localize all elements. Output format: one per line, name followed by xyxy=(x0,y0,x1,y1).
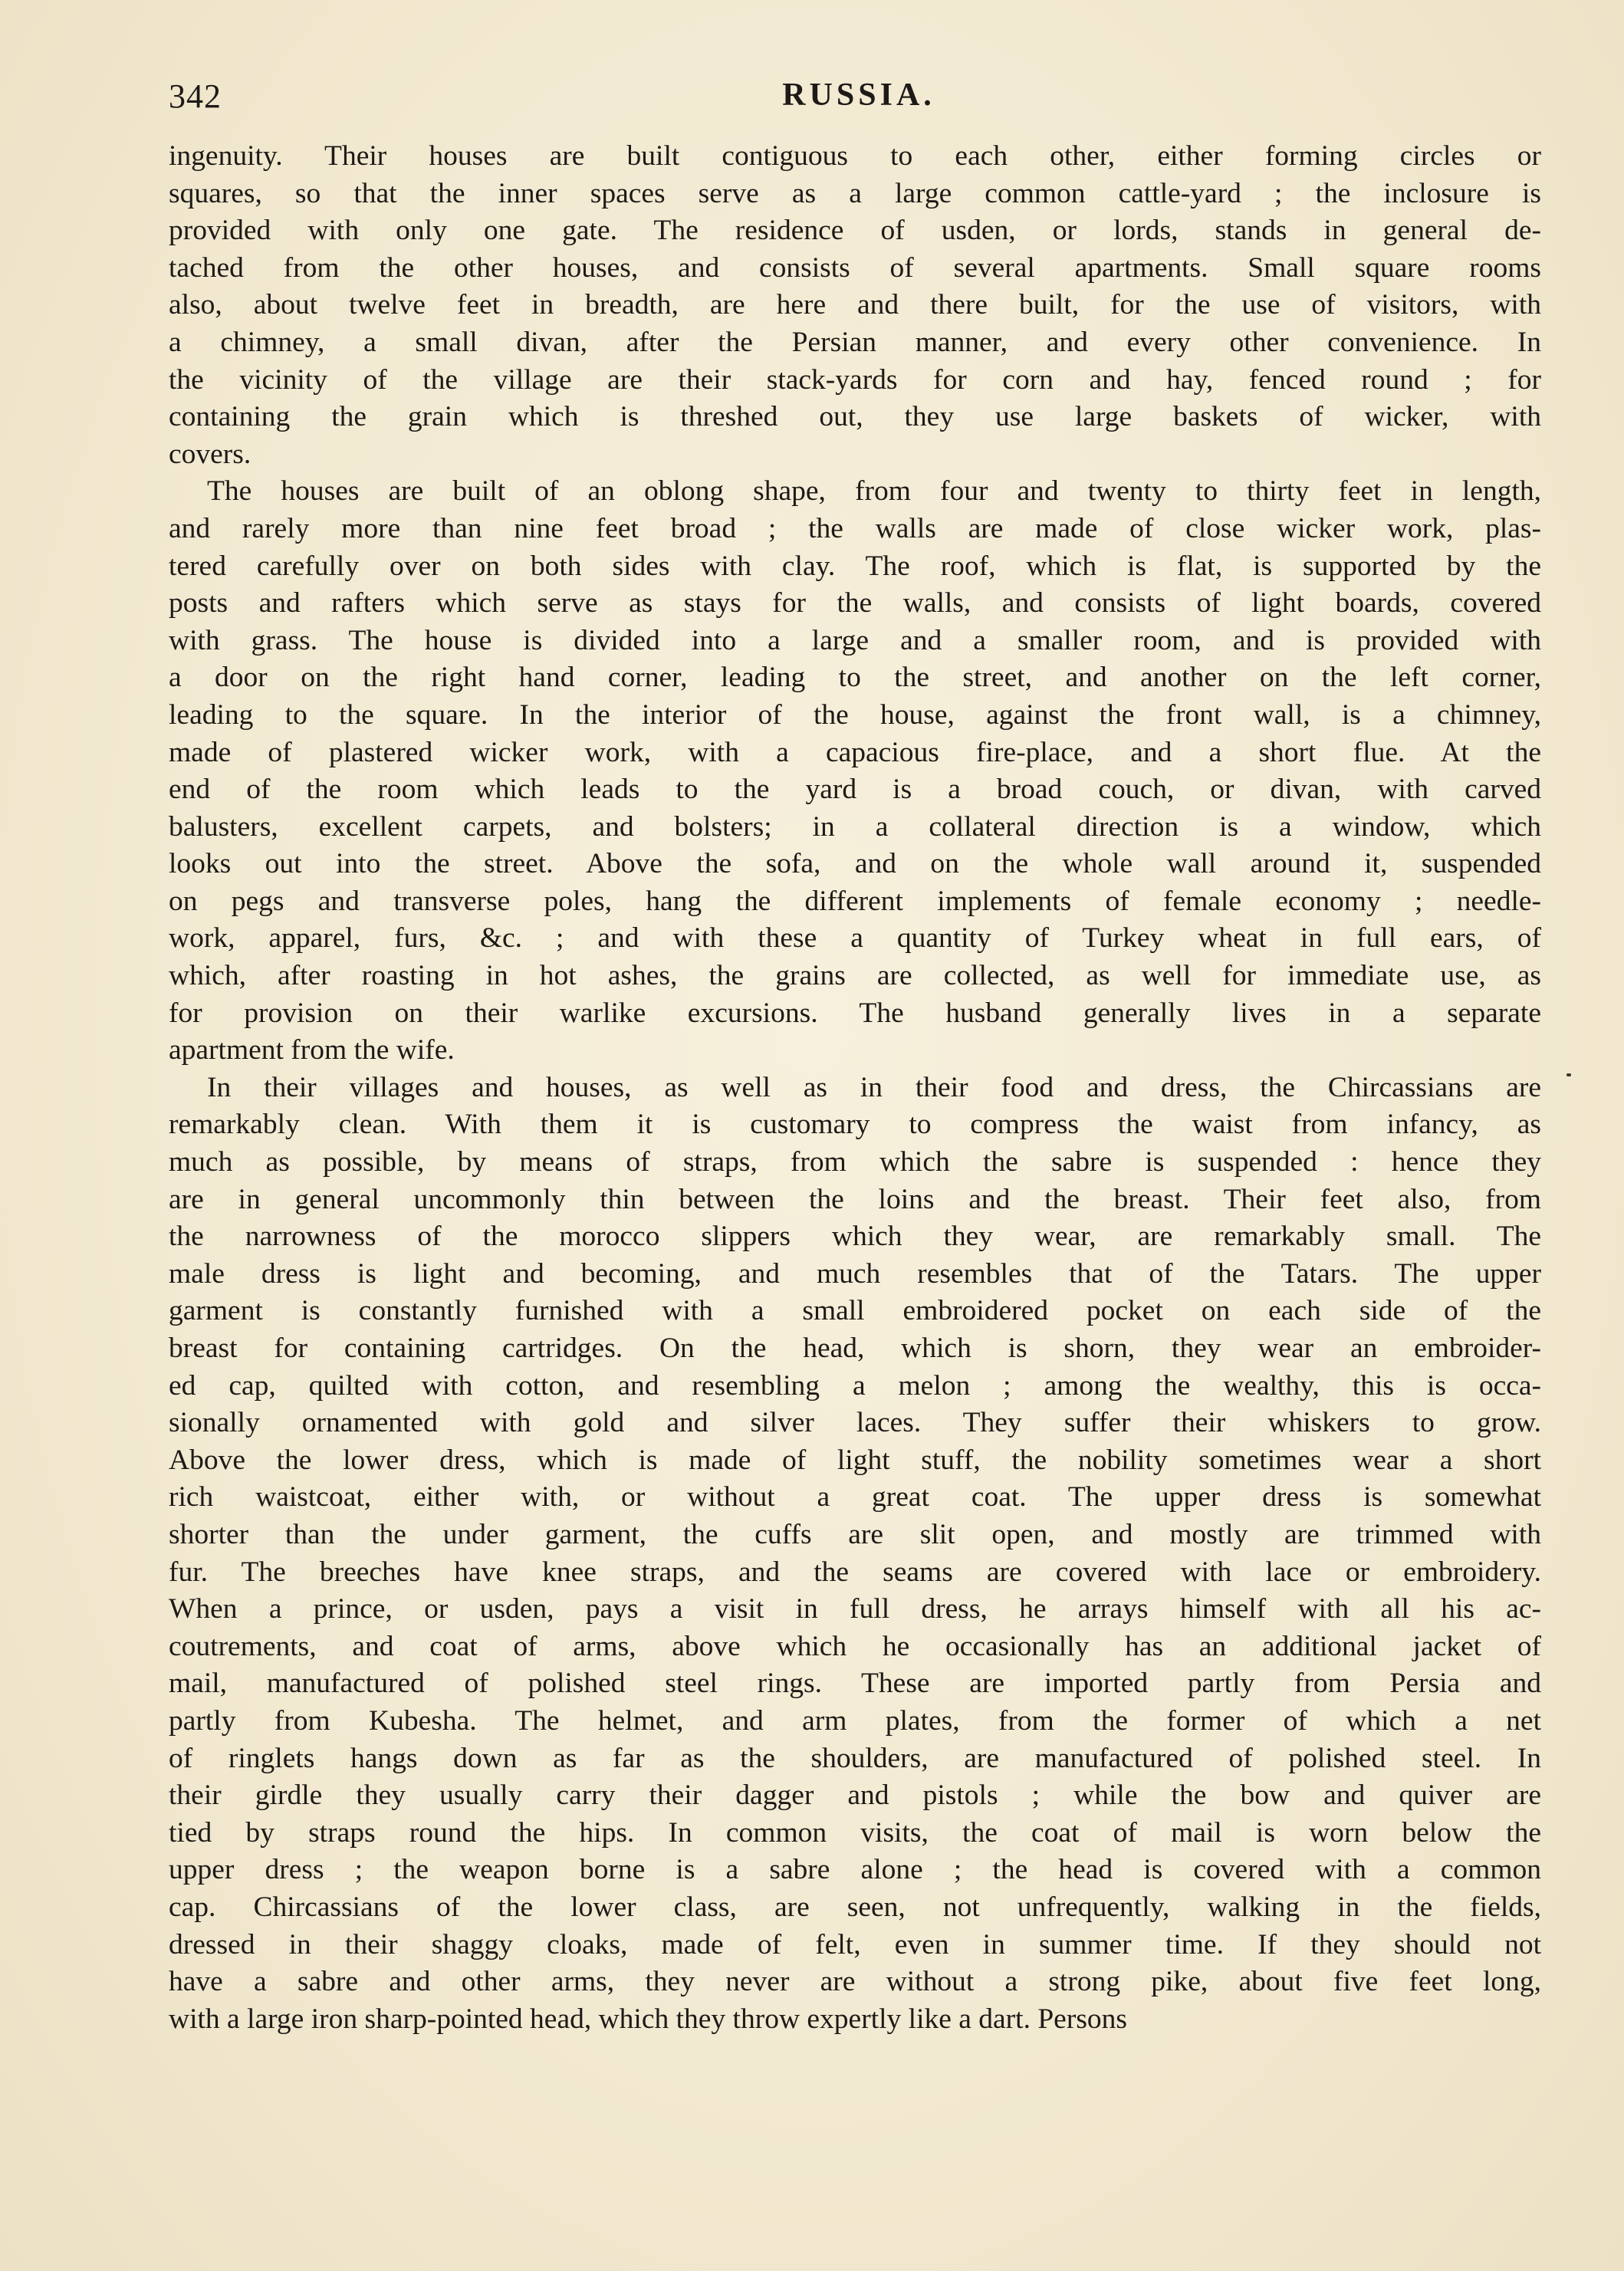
text-line: dressed in their shaggy cloaks, made of felt, even in summer time. If they should not xyxy=(169,1928,1541,1960)
text-line: In their villages and houses, as well as in their food and dress, the Chircassians are xyxy=(207,1071,1541,1103)
paragraph xyxy=(169,138,1541,473)
text-line: for provision on their warlike excursions. The husband generally lives in a separate xyxy=(169,997,1541,1029)
text-line: and rarely more than nine feet broad ; the walls are made of close wicker work, plas- xyxy=(169,512,1541,544)
page-header xyxy=(169,77,1549,123)
text-line: cap. Chircassians of the lower class, are seen, not unfrequently, walking in the fields, xyxy=(169,1891,1541,1923)
text-line: leading to the square. In the interior of the house, against the front wall, is a chimney, xyxy=(169,698,1541,731)
page-number: 342 xyxy=(169,77,222,115)
text-line: garment is constantly furnished with a small embroidered pocket on each side of the xyxy=(169,1295,1541,1327)
text-line: fur. The breeches have knee straps, and the seams are covered with lace or embroidery. xyxy=(169,1556,1541,1588)
text-line: breast for containing cartridges. On the head, which is shorn, they wear an embroider- xyxy=(169,1333,1541,1364)
text-line: with grass. The house is divided into a large and a smaller room, and is provided with xyxy=(169,624,1541,656)
paragraph xyxy=(169,1070,1541,2038)
text-line: a chimney, a small divan, after the Persian manner, and every other convenience. In xyxy=(169,326,1541,358)
text-line: made of plastered wicker work, with a capacious fire-place, and a short flue. At the xyxy=(169,736,1541,768)
text-line: rich waistcoat, either with, or without a great coat. The upper dress is somewhat xyxy=(169,1481,1541,1513)
running-head: RUSSIA. xyxy=(782,77,935,113)
text-line: which, after roasting in hot ashes, the grains are collected, as well for immediate use, as xyxy=(169,960,1541,992)
text-line: upper dress ; the weapon borne is a sabre alone ; the head is covered with a common xyxy=(169,1854,1541,1886)
text-line: apartment from the wife. xyxy=(169,1034,455,1066)
paragraph xyxy=(169,473,1541,1070)
text-line: ingenuity. Their houses are built contiguous to each other, either forming circles or xyxy=(169,140,1541,172)
text-line: mail, manufactured of polished steel rings. These are imported partly from Persia and xyxy=(169,1668,1541,1700)
text-line: the vicinity of the village are their stack-yards for corn and hay, fenced round ; for xyxy=(169,363,1541,396)
text-line: containing the grain which is threshed out, they use large baskets of wicker, with xyxy=(169,401,1541,433)
text-line: coutrements, and coat of arms, above which he occasionally has an additional jacket of xyxy=(169,1630,1541,1662)
text-line: are in general uncommonly thin between the loins and the breast. Their feet also, from xyxy=(169,1183,1541,1215)
text-line: covers. xyxy=(169,438,251,470)
text-line: remarkably clean. With them it is customary to compress the waist from infancy, as xyxy=(169,1109,1541,1141)
ink-speck xyxy=(1566,1073,1571,1076)
text-line: also, about twelve feet in breadth, are here and there built, for the use of visitors, with xyxy=(169,289,1541,321)
text-line: looks out into the street. Above the sofa, and on the whole wall around it, suspended xyxy=(169,848,1541,880)
text-line: of ringlets hangs down as far as the shoulders, are manufactured of polished steel. In xyxy=(169,1742,1541,1774)
body-text xyxy=(169,138,1541,2038)
text-line: shorter than the under garment, the cuffs are slit open, and mostly are trimmed with xyxy=(169,1518,1541,1550)
text-line: the narrowness of the morocco slippers which they wear, are remarkably small. The xyxy=(169,1221,1541,1253)
text-line: have a sabre and other arms, they never are without a strong pike, about five feet long, xyxy=(169,1966,1541,1998)
text-line: balusters, excellent carpets, and bolsters; in a collateral direction is a window, which xyxy=(169,810,1541,843)
text-line: on pegs and transverse poles, hang the different implements of female economy ; needle- xyxy=(169,885,1541,917)
text-line: male dress is light and becoming, and much resembles that of the Tatars. The upper xyxy=(169,1257,1541,1290)
text-line: work, apparel, furs, &c. ; and with these a quantity of Turkey wheat in full ears, of xyxy=(169,922,1541,955)
text-line: tied by straps round the hips. In common visits, the coat of mail is worn below the xyxy=(169,1816,1541,1849)
text-line: end of the room which leads to the yard is a broad couch, or divan, with carved xyxy=(169,774,1541,806)
text-line: squares, so that the inner spaces serve as a large common cattle-yard ; the inclosure is xyxy=(169,177,1541,209)
text-line: ed cap, quilted with cotton, and resembling a melon ; among the wealthy, this is occa- xyxy=(169,1369,1541,1402)
text-line: provided with only one gate. The residence of usden, or lords, stands in general de- xyxy=(169,215,1541,247)
text-line: partly from Kubesha. The helmet, and arm plates, from the former of which a net xyxy=(169,1704,1541,1737)
text-line: sionally ornamented with gold and silver laces. They suffer their whiskers to grow. xyxy=(169,1407,1541,1439)
text-line: When a prince, or usden, pays a visit in full dress, he arrays himself with all his ac- xyxy=(169,1593,1541,1625)
text-line: Above the lower dress, which is made of light stuff, the nobility sometimes wear a short xyxy=(169,1444,1541,1476)
text-line: a door on the right hand corner, leading to the street, and another on the left corner, xyxy=(169,662,1541,694)
text-line: with a large iron sharp-pointed head, which they throw expertly like a dart. Persons xyxy=(169,2003,1128,2035)
text-line: tered carefully over on both sides with clay. The roof, which is flat, is supported by the xyxy=(169,550,1541,582)
text-line: The houses are built of an oblong shape, from four and twenty to thirty feet in length, xyxy=(207,475,1541,508)
text-line: posts and rafters which serve as stays for the walls, and consists of light boards, covered xyxy=(169,587,1541,620)
text-line: much as possible, by means of straps, from which the sabre is suspended : hence they xyxy=(169,1146,1541,1178)
text-line: their girdle they usually carry their dagger and pistols ; while the bow and quiver are xyxy=(169,1780,1541,1812)
text-line: tached from the other houses, and consists of several apartments. Small square rooms xyxy=(169,251,1541,284)
